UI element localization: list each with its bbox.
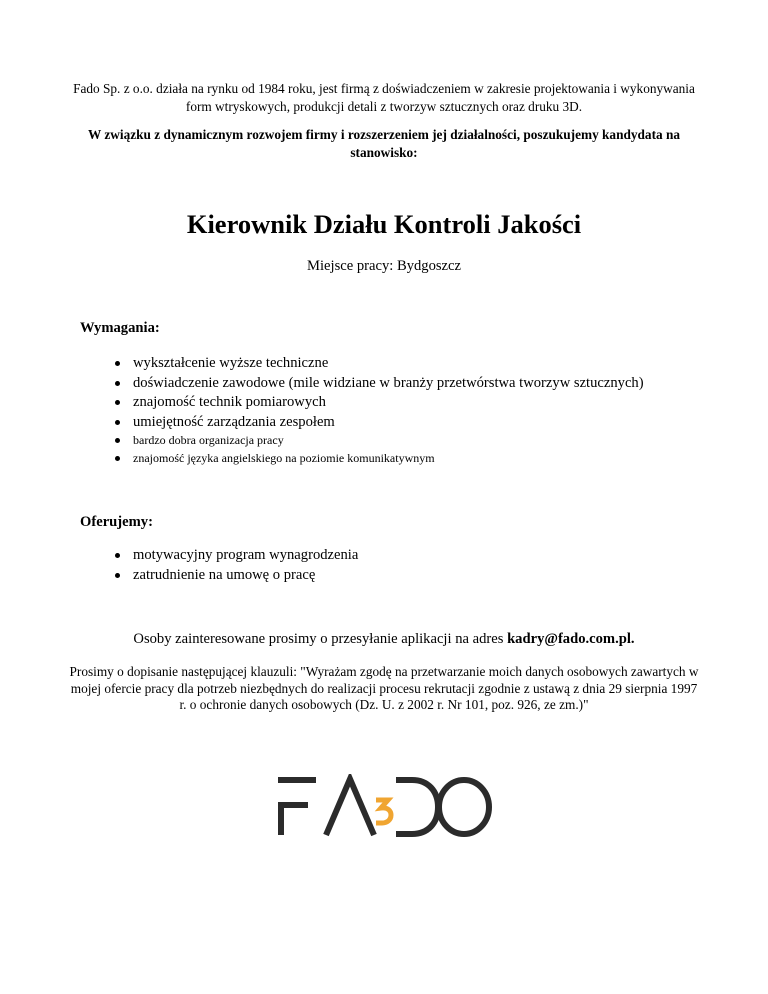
list-item (80, 374, 644, 394)
list-item-text: doświadczenie zawodowe (mile widziane w branży przetwórstwa tworzyw sztucznych) (133, 374, 644, 391)
bullet-icon (115, 400, 120, 405)
list-item-text: umiejętność zarządzania zespołem (133, 413, 335, 430)
logo-letter-d (396, 780, 438, 834)
bullet-icon (115, 553, 120, 558)
bullet-icon (115, 573, 120, 578)
logo-letter-a (326, 779, 374, 835)
application-email[interactable]: kadry@fado.com.pl. (507, 631, 635, 647)
job-location: Miejsce pracy: Bydgoszcz (307, 258, 461, 274)
list-item-text: motywacyjny program wynagrodzenia (133, 547, 359, 563)
list-item (80, 450, 644, 468)
list-item (80, 566, 358, 586)
list-item (80, 546, 358, 566)
application-text: Osoby zainteresowane prosimy o przesyłanie aplikacji na adres (133, 631, 508, 647)
bullet-icon (115, 420, 120, 425)
list-item-text: znajomość technik pomiarowych (133, 394, 326, 410)
logo-letter-f (278, 777, 316, 835)
list-item-text: bardzo dobra organizacja pracy (133, 433, 284, 447)
bullet-icon (115, 381, 120, 386)
company-intro: Fado Sp. z o.o. działa na rynku od 1984 roku, jest firmą z doświadczeniem w zakresie projektowania i wykonywania form wtryskowych, produkcji detali z tworzyw sztucznych oraz druku 3D. (73, 81, 695, 114)
bullet-icon (115, 438, 120, 443)
bullet-icon (115, 361, 120, 366)
recruitment-intro: W związku z dynamicznym rozwojem firmy i rozszerzeniem jej działalności, poszukujemy kandydata na stanowisko: (87, 127, 681, 160)
requirements-heading: Wymagania: (80, 320, 160, 336)
bullet-icon (115, 456, 120, 461)
application-instruction (0, 630, 768, 648)
fado-logo (278, 774, 494, 838)
offer-list (80, 546, 358, 585)
offer-heading: Oferujemy: (80, 514, 153, 530)
job-title: Kierownik Działu Kontroli Jakości (186, 209, 582, 239)
logo-accent-3 (376, 800, 391, 823)
logo-letter-o (439, 780, 489, 834)
list-item-text: znajomość języka angielskiego na poziomie komunikatywnym (133, 450, 435, 465)
requirements-list (80, 354, 644, 467)
data-consent-clause: Prosimy o dopisanie następującej klauzuli: "Wyrażam zgodę na przetwarzanie moich danych osobowych zawartych w mojej ofercie pracy dla potrzeb niezbędnych do realizacji procesu rekrutacji zgodnie z ustawą z dnia 29 sierpnia 1997 r. o ochronie danych osobowych (Dz. U. z 2002 r. Nr 101, poz. 926, ze zm.)" (69, 664, 699, 712)
list-item (80, 393, 644, 413)
list-item (80, 432, 644, 450)
list-item-text: zatrudnienie na umowę o pracę (133, 566, 316, 583)
list-item (80, 413, 644, 433)
list-item (80, 354, 644, 374)
list-item-text: wykształcenie wyższe techniczne (133, 355, 329, 371)
